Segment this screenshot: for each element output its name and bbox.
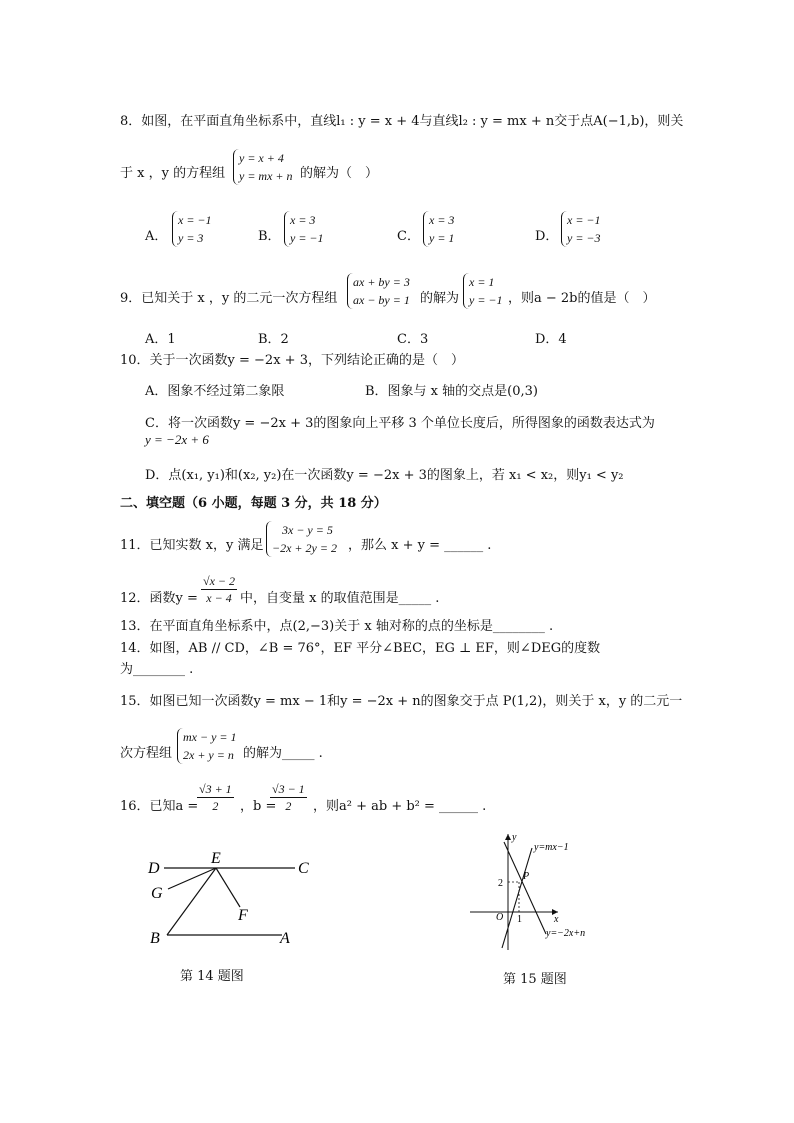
q9-sys-eq2: ax − by = 1: [353, 293, 410, 307]
x-tick-1: 1: [517, 914, 522, 925]
q16-post: ，则a² + ab + b² = ______ .: [313, 799, 487, 814]
point-d-label: D: [148, 860, 160, 877]
q8-option-b-label: B．: [258, 229, 281, 244]
figure-15: [462, 828, 602, 958]
q8-option-b-system: [284, 211, 324, 247]
q8-option-a-r1: x = −1: [178, 213, 212, 227]
figure-14: [140, 845, 330, 955]
q9-sol-x: x = 1: [469, 275, 495, 289]
q10-option-b: B．图象与 x 轴的交点是(0,3): [365, 384, 538, 399]
q8-option-a-label: A．: [145, 229, 168, 244]
q8-sys-eq1: y = x + 4: [239, 151, 284, 165]
q12-pre: 12．函数y =: [120, 591, 198, 606]
q8-line1: 8．如图，在平面直角坐标系中，直线l₁ : y = x + 4与直线l₂ : y = mx + n交于点A(−1,b)，则关: [120, 114, 684, 129]
q10-option-d: D．点(x₁, y₁)和(x₂, y₂)在一次函数y = −2x + 3的图象上，若 x₁ < x₂，则y₁ < y₂: [145, 468, 624, 483]
q12-denominator: x − 4: [206, 591, 232, 605]
q9-mid: 的解为: [420, 291, 460, 306]
q16-b-fraction: [270, 781, 307, 814]
figure-14-caption: 第 14 题图: [180, 969, 244, 984]
q9-sol-y: y = −1: [469, 293, 503, 307]
q15-sys-eq2: 2x + y = n: [183, 748, 234, 762]
q8-option-a-system: [172, 211, 212, 247]
section-fill-in-header: 二、填空题（6 小题，每题 3 分，共 18 分）: [120, 496, 387, 511]
point-c-label: C: [298, 860, 309, 877]
line-ef: [216, 868, 240, 907]
q8-line2-post: 的解为（ ）: [300, 166, 379, 181]
q8-option-c-r1: x = 3: [429, 213, 455, 227]
q8-system: [233, 149, 293, 185]
q11-pre: 11．已知实数 x，y 满足: [120, 538, 264, 553]
line-neg2x-plus-n-label: y=−2x+n: [546, 928, 586, 939]
q8-option-b-r2: y = −1: [290, 231, 324, 245]
point-e-label: E: [211, 850, 221, 867]
q8-option-b-r1: x = 3: [290, 213, 316, 227]
q15-pre: 次方程组: [120, 746, 173, 761]
q8-sys-eq2: y = mx + n: [239, 169, 293, 183]
point-p-label: P: [523, 871, 530, 882]
q16-a-numerator: √3 + 1: [199, 782, 232, 796]
q15-sys-eq1: mx − y = 1: [183, 730, 237, 744]
q10-option-a: A．图象不经过第二象限: [145, 384, 285, 399]
y-axis-arrow: [505, 834, 511, 840]
figure-15-caption: 第 15 题图: [503, 972, 567, 987]
q11-system: [266, 521, 337, 557]
q10-stem: 10．关于一次函数y = −2x + 3，下列结论正确的是（ ）: [120, 353, 464, 368]
q9-option-c: C．3: [397, 332, 429, 347]
q12-post: 中，自变量 x 的取值范围是_____ .: [240, 591, 440, 606]
q8-option-a-r2: y = 3: [178, 231, 204, 245]
q9-option-d: D．4: [535, 332, 567, 347]
q12-numerator: √x − 2: [203, 574, 236, 588]
q11-sys-eq1: 3x − y = 5: [282, 523, 333, 537]
point-g-label: G: [151, 885, 163, 902]
y-axis-label: y: [512, 832, 517, 843]
q8-option-d-r2: y = −3: [567, 231, 601, 245]
q11-post: ，那么 x + y = ______ .: [348, 538, 492, 553]
q9-sys-eq1: ax + by = 3: [353, 275, 410, 289]
line-eb: [167, 868, 216, 935]
q12-fraction: [201, 573, 237, 606]
q8-option-c-system: [423, 211, 454, 247]
q9-solution: [463, 273, 503, 309]
q10-option-c-line2: y = −2x + 6: [145, 432, 209, 447]
q15-system: [177, 728, 237, 764]
q14-line1: 14．如图，AB // CD，∠B = 76°，EF 平分∠BEC，EG ⊥ EF，则∠DEG的度数: [120, 641, 601, 656]
line-mx-minus-1: [502, 848, 532, 948]
q8-line2-pre: 于 x ，y 的方程组: [120, 166, 226, 181]
origin-label: O: [496, 912, 504, 923]
q8-option-d-label: D．: [535, 229, 559, 244]
q8-option-c-label: C．: [397, 229, 420, 244]
q15-post: 的解为_____ .: [243, 746, 323, 761]
q8-option-c-r2: y = 1: [429, 231, 455, 245]
q9-option-b: B．2: [258, 332, 289, 347]
q10-option-c-line1: C．将一次函数y = −2x + 3的图象向上平移 3 个单位长度后，所得图象的函数表达式为: [145, 416, 655, 431]
q16-mid: ，b =: [240, 799, 277, 814]
x-axis-label: x: [554, 914, 559, 925]
q13: 13．在平面直角坐标系中，点(2,−3)关于 x 轴对称的点的坐标是________ .: [120, 619, 554, 634]
point-f-label: F: [238, 907, 248, 924]
q15-line1: 15．如图已知一次函数y = mx − 1和y = −2x + n的图象交于点 P(1,2)，则关于 x，y 的二元一: [120, 694, 683, 709]
point-a-label: A: [280, 930, 290, 947]
q11-sys-eq2: −2x + 2y = 2: [272, 541, 337, 555]
q16-a-denominator: 2: [212, 799, 219, 813]
q16-b-numerator: √3 − 1: [272, 782, 305, 796]
q9-system: [347, 273, 410, 309]
q9-post: ，则a − 2b的值是（ ）: [508, 291, 656, 306]
q9-pre: 9．已知关于 x ，y 的二元一次方程组: [120, 291, 338, 306]
q16-b-denominator: 2: [285, 799, 292, 813]
q16-a-fraction: [197, 781, 234, 814]
y-tick-2: 2: [498, 878, 503, 889]
q8-option-d-system: [561, 211, 601, 247]
q8-option-d-r1: x = −1: [567, 213, 601, 227]
point-b-label: B: [150, 930, 160, 947]
line-mx-minus-1-label: y=mx−1: [534, 842, 569, 853]
q16-pre: 16．已知a =: [120, 799, 199, 814]
q14-line2: 为________ .: [120, 662, 194, 677]
q9-option-a: A．1: [145, 332, 176, 347]
